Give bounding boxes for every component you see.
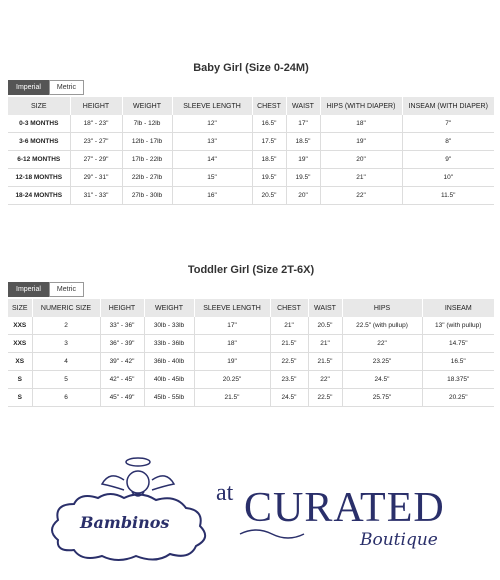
toddler-header-cell: INSEAM bbox=[422, 299, 494, 317]
table-row bbox=[8, 317, 494, 335]
table-cell: 21.5" bbox=[308, 353, 342, 371]
baby-header-cell: SLEEVE LENGTH bbox=[172, 97, 252, 115]
baby-header-cell: WAIST bbox=[286, 97, 320, 115]
table-cell: 23.5" bbox=[270, 371, 308, 389]
table-cell: 33" - 36" bbox=[100, 317, 144, 335]
baby-tab-imperial[interactable]: Imperial bbox=[8, 80, 49, 95]
size-label-cell: 3-6 MONTHS bbox=[8, 133, 70, 151]
size-label-cell: XXS bbox=[8, 317, 32, 335]
table-cell: 25.75" bbox=[342, 389, 422, 407]
toddler-size-section bbox=[8, 264, 494, 407]
table-cell: 22" bbox=[308, 371, 342, 389]
table-cell: 39" - 42" bbox=[100, 353, 144, 371]
toddler-tab-metric[interactable]: Metric bbox=[49, 282, 84, 297]
table-cell: 20.5" bbox=[308, 317, 342, 335]
baby-header-cell: WEIGHT bbox=[122, 97, 172, 115]
toddler-header-cell: SLEEVE LENGTH bbox=[194, 299, 270, 317]
table-cell: 17.5" bbox=[252, 133, 286, 151]
table-cell: 18.5" bbox=[252, 151, 286, 169]
table-cell: 17lb - 22lb bbox=[122, 151, 172, 169]
toddler-header-cell: NUMERIC SIZE bbox=[32, 299, 100, 317]
table-cell: 21.5" bbox=[194, 389, 270, 407]
table-cell: 24.5" bbox=[342, 371, 422, 389]
table-cell: 17" bbox=[286, 115, 320, 133]
size-label-cell: S bbox=[8, 389, 32, 407]
table-cell: 18.5" bbox=[286, 133, 320, 151]
toddler-header-cell: WEIGHT bbox=[144, 299, 194, 317]
table-row bbox=[8, 389, 494, 407]
table-cell: 30lb - 33lb bbox=[144, 317, 194, 335]
table-cell: 24.5" bbox=[270, 389, 308, 407]
table-cell: 42" - 45" bbox=[100, 371, 144, 389]
table-cell: 20" bbox=[320, 151, 402, 169]
table-cell: 40lb - 45lb bbox=[144, 371, 194, 389]
table-cell: 4 bbox=[32, 353, 100, 371]
curated-wordmark: CURATED bbox=[244, 485, 445, 531]
table-cell: 22lb - 27lb bbox=[122, 169, 172, 187]
table-cell: 7lb - 12lb bbox=[122, 115, 172, 133]
table-cell: 19" bbox=[194, 353, 270, 371]
table-cell: 12lb - 17lb bbox=[122, 133, 172, 151]
table-cell: 19.5" bbox=[252, 169, 286, 187]
table-cell: 11.5" bbox=[402, 187, 494, 205]
halo-icon bbox=[126, 458, 150, 466]
table-cell: 13" (with pullup) bbox=[422, 317, 494, 335]
table-cell: 36" - 39" bbox=[100, 335, 144, 353]
baby-header-cell: CHEST bbox=[252, 97, 286, 115]
baby-size-title: Baby Girl (Size 0-24M) bbox=[193, 62, 309, 74]
table-cell: 13" bbox=[172, 133, 252, 151]
table-cell: 23" - 27" bbox=[70, 133, 122, 151]
table-cell: 19.5" bbox=[286, 169, 320, 187]
table-cell: 14.75" bbox=[422, 335, 494, 353]
table-row bbox=[8, 335, 494, 353]
table-cell: 9" bbox=[402, 151, 494, 169]
toddler-header-cell: CHEST bbox=[270, 299, 308, 317]
table-cell: 20.25" bbox=[194, 371, 270, 389]
table-cell: 23.25" bbox=[342, 353, 422, 371]
boutique-wordmark: Boutique bbox=[360, 530, 438, 550]
toddler-header-cell: WAIST bbox=[308, 299, 342, 317]
table-cell: 33lb - 36lb bbox=[144, 335, 194, 353]
angel-icon bbox=[127, 471, 149, 493]
table-cell: 15" bbox=[172, 169, 252, 187]
table-cell: 22.5" bbox=[270, 353, 308, 371]
table-cell: 21" bbox=[308, 335, 342, 353]
size-label-cell: 6-12 MONTHS bbox=[8, 151, 70, 169]
table-cell: 16" bbox=[172, 187, 252, 205]
table-row bbox=[8, 371, 494, 389]
toddler-size-title: Toddler Girl (Size 2T-6X) bbox=[187, 264, 315, 276]
table-cell: 22.5" bbox=[308, 389, 342, 407]
table-cell: 7" bbox=[402, 115, 494, 133]
size-label-cell: XS bbox=[8, 353, 32, 371]
baby-tab-metric[interactable]: Metric bbox=[49, 80, 84, 95]
table-cell: 14" bbox=[172, 151, 252, 169]
table-cell: 19" bbox=[320, 133, 402, 151]
size-label-cell: 12-18 MONTHS bbox=[8, 169, 70, 187]
baby-size-table bbox=[8, 97, 494, 205]
table-cell: 31" - 33" bbox=[70, 187, 122, 205]
table-cell: 45" - 49" bbox=[100, 389, 144, 407]
toddler-header-cell: HIPS bbox=[342, 299, 422, 317]
table-cell: 10" bbox=[402, 169, 494, 187]
table-row bbox=[8, 151, 494, 169]
table-cell: 2 bbox=[32, 317, 100, 335]
table-cell: 21" bbox=[270, 317, 308, 335]
table-cell: 18" bbox=[320, 115, 402, 133]
table-cell: 3 bbox=[32, 335, 100, 353]
table-cell: 27lb - 30lb bbox=[122, 187, 172, 205]
table-cell: 22" bbox=[320, 187, 402, 205]
table-cell: 8" bbox=[402, 133, 494, 151]
size-label-cell: 0-3 MONTHS bbox=[8, 115, 70, 133]
table-cell: 16.5" bbox=[422, 353, 494, 371]
table-row bbox=[8, 115, 494, 133]
table-cell: 18" bbox=[194, 335, 270, 353]
table-cell: 6 bbox=[32, 389, 100, 407]
table-row bbox=[8, 133, 494, 151]
table-cell: 21" bbox=[320, 169, 402, 187]
brand-logo bbox=[40, 450, 470, 570]
at-wordmark: at bbox=[216, 480, 234, 506]
table-cell: 22" bbox=[342, 335, 422, 353]
table-cell: 21.5" bbox=[270, 335, 308, 353]
table-cell: 20.5" bbox=[252, 187, 286, 205]
baby-header-cell: HEIGHT bbox=[70, 97, 122, 115]
table-row bbox=[8, 353, 494, 371]
baby-header-cell: INSEAM (WITH DIAPER) bbox=[402, 97, 494, 115]
table-cell: 12" bbox=[172, 115, 252, 133]
table-cell: 22.5" (with pullup) bbox=[342, 317, 422, 335]
size-label-cell: XXS bbox=[8, 335, 32, 353]
table-cell: 19" bbox=[286, 151, 320, 169]
size-label-cell: 18-24 MONTHS bbox=[8, 187, 70, 205]
table-cell: 20.25" bbox=[422, 389, 494, 407]
table-cell: 45lb - 55lb bbox=[144, 389, 194, 407]
baby-header-cell: HIPS (WITH DIAPER) bbox=[320, 97, 402, 115]
baby-header-cell: SIZE bbox=[8, 97, 70, 115]
toddler-tab-imperial[interactable]: Imperial bbox=[8, 282, 49, 297]
toddler-header-cell: HEIGHT bbox=[100, 299, 144, 317]
table-cell: 27" - 29" bbox=[70, 151, 122, 169]
baby-unit-tabs bbox=[8, 80, 494, 95]
table-cell: 36lb - 40lb bbox=[144, 353, 194, 371]
toddler-size-table bbox=[8, 299, 494, 407]
table-row bbox=[8, 169, 494, 187]
table-cell: 29" - 31" bbox=[70, 169, 122, 187]
toddler-header-cell: SIZE bbox=[8, 299, 32, 317]
size-label-cell: S bbox=[8, 371, 32, 389]
table-cell: 17" bbox=[194, 317, 270, 335]
table-cell: 5 bbox=[32, 371, 100, 389]
baby-size-section bbox=[8, 62, 494, 205]
table-cell: 20" bbox=[286, 187, 320, 205]
table-cell: 18" - 23" bbox=[70, 115, 122, 133]
bambinos-wordmark: Bambinos bbox=[80, 513, 170, 532]
table-cell: 18.375" bbox=[422, 371, 494, 389]
toddler-unit-tabs bbox=[8, 282, 494, 297]
table-cell: 16.5" bbox=[252, 115, 286, 133]
table-row bbox=[8, 187, 494, 205]
